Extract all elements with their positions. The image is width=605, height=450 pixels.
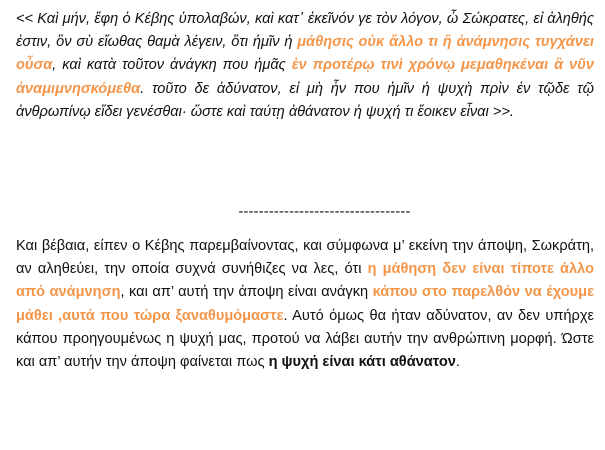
dashed-separator: ---------------------------------- (238, 204, 411, 220)
passage-text: << Καὶ μήν, ἔφη ὁ Κέβης ὑπολαβών, καὶ κατ᾽ ἐκεῖνόν γε τὸν λόγον, ὦ Σώκρατες, εἰ ἀληθής ἐστιν, ὃν σὺ εἴωθας θαμὰ λέγειν, ὅτι ἡμῖν ἡ (16, 11, 594, 51)
ancient-greek-passage (16, 8, 594, 124)
passage-text: Και βέβαια, είπεν ο Κέβης παρεμβαίνοντας, και σύμφωνα μ’ εκείνη την άποψη, Σωκράτη, αν αληθεύει, την οποία συχνά συνήθιζες να λες, ότι (16, 238, 594, 278)
passage-text: . Αυτό όμως θα ήταν αδύνατον, αν δεν υπήρχε κάπου προηγουμένως η ψυχή μας, προτού να λάβει αυτήν την ανθρώπινη μορφή. Ώστε και απ’ αυτήν την άποψη φαίνεται πως (16, 307, 594, 371)
highlighted-phrase: μάθησις οὐκ ἄλλο τι ἢ ἀνάμνησις τυγχάνει οὖσα (16, 34, 594, 74)
modern-greek-translation (16, 235, 594, 374)
bold-conclusion: η ψυχή είναι κάτι αθάνατον (268, 354, 456, 371)
passage-text: , καὶ κατὰ τοῦτον ἀνάγκη που ἡμᾶς (52, 57, 292, 74)
highlighted-phrase: κάπου στο παρελθόν να έχουμε μάθει ,αυτά που τώρα ξαναθυμόμαστε (16, 284, 594, 324)
passage-text: . (455, 354, 460, 371)
highlighted-phrase: η μάθηση δεν είναι τίποτε άλλο από ανάμνηση (16, 261, 594, 301)
highlighted-phrase: ἐν προτέρῳ τινὶ χρόνῳ μεμαθηκέναι ἃ νῦν ἀναμιμνησκόμεθα (16, 57, 594, 97)
passage-text: , και απ’ αυτή την άποψη είναι ανάγκη (120, 284, 373, 301)
passage-text: . τοῦτο δε ἀδύνατον, εἰ μὴ ἦν που ἡμῖν ἡ ψυχὴ πρὶν ἐν τῷδε τῷ ἀνθρωπίνῳ εἴδει γενέσθαι· ὥστε καὶ ταύτῃ ἀθάνατον ἡ ψυχή τι ἔοικεν εἶναι >>. (16, 80, 594, 120)
